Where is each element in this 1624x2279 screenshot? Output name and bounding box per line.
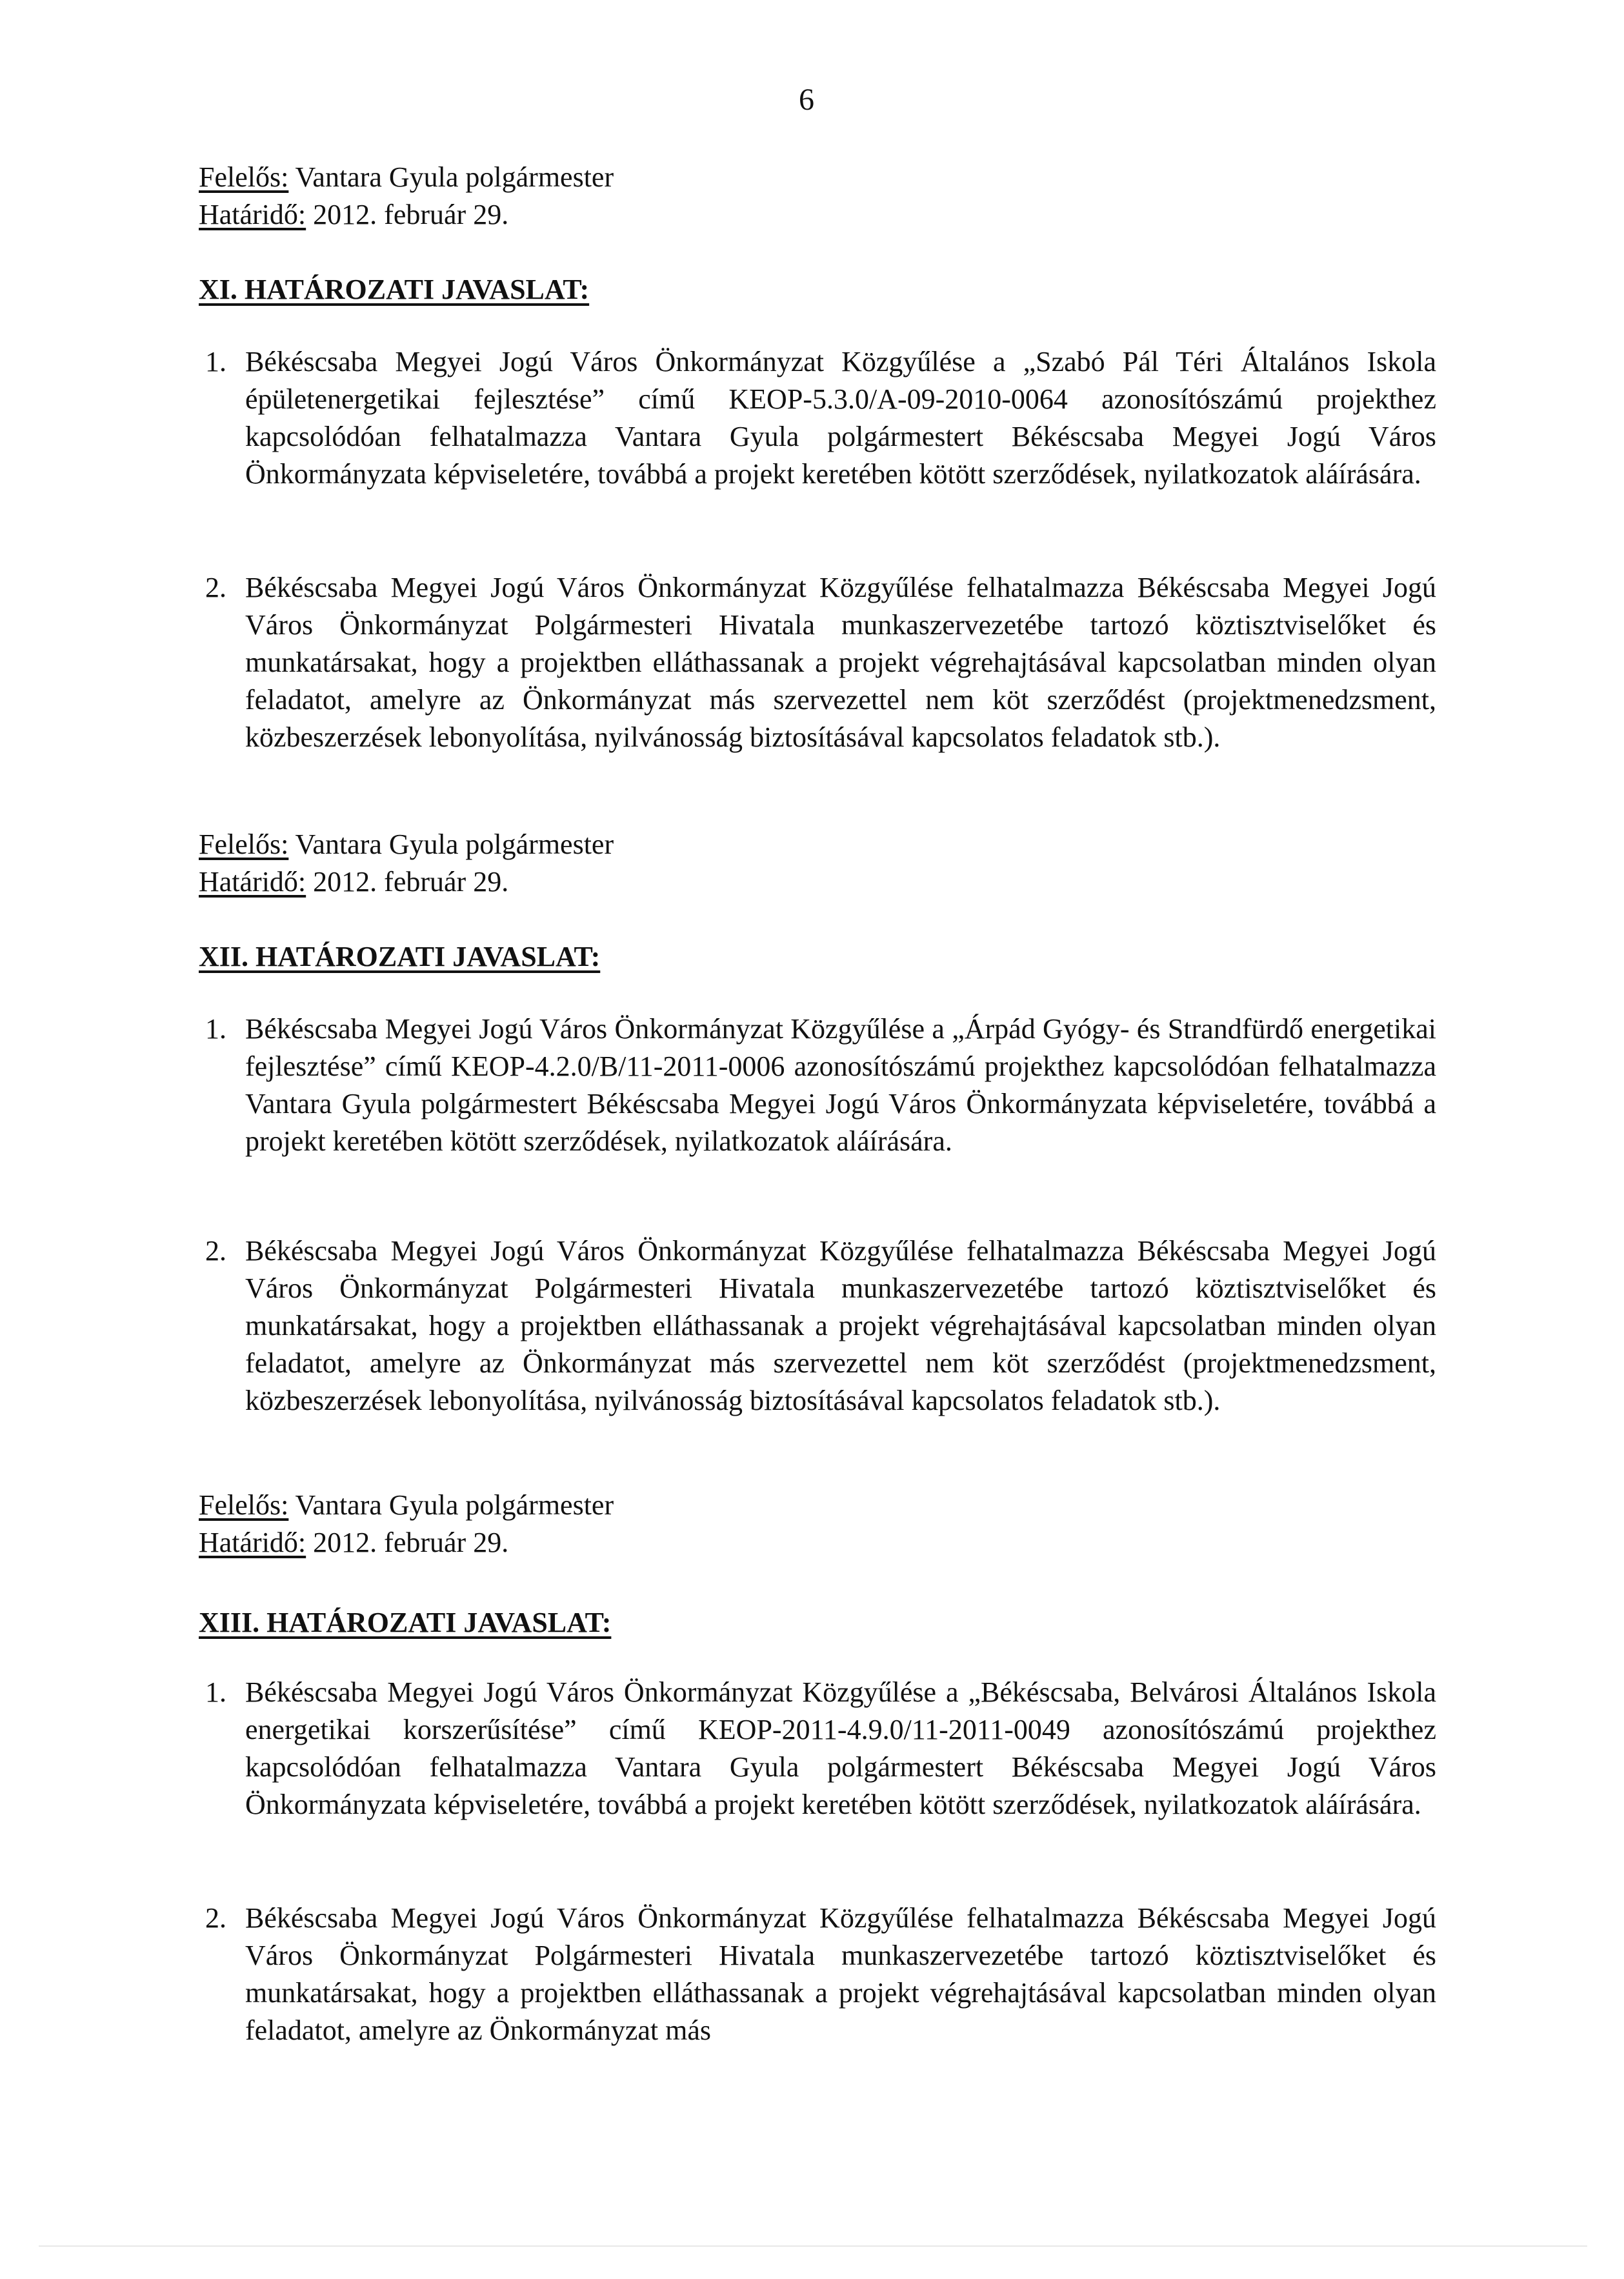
item-text: Békéscsaba Megyei Jogú Város Önkormányzat Közgyűlése felhatalmazza Békéscsaba Megyei Jogú Város Önkormányzat Polgármesteri Hivatala munkaszervezetébe tartozó köztisztviselőket és munkatársakat, hogy a projektben elláthassanak a projekt végrehajtásával kapcsolatban minden olyan feladatot, amelyre az Önkormányzat más szervezettel nem köt szerződést (projektmenedzsment, közbeszerzések lebonyolítása, nyilvánosság biztosításával kapcsolatos feladatok stb.). xyxy=(245,572,1436,753)
section-xii-item-1 xyxy=(205,1010,1436,1160)
section-xii-item-2 xyxy=(205,1232,1436,1420)
page-number: 6 xyxy=(799,83,814,117)
section-heading-xiii: XIII. HATÁROZATI JAVASLAT: xyxy=(199,1607,612,1638)
item-text: Békéscsaba Megyei Jogú Város Önkormányzat Közgyűlése felhatalmazza Békéscsaba Megyei Jogú Város Önkormányzat Polgármesteri Hivatala munkaszervezetébe tartozó köztisztviselőket és munkatársakat, hogy a projektben elláthassanak a projekt végrehajtásával kapcsolatban minden olyan feladatot, amelyre az Önkormányzat más szervezettel nem köt szerződést (projektmenedzsment, közbeszerzések lebonyolítása, nyilvánosság biztosításával kapcsolatos feladatok stb.). xyxy=(245,1235,1436,1416)
item-number: 1. xyxy=(205,346,226,377)
section-xi-deadline-line xyxy=(199,863,508,901)
section-xii-responsible-line xyxy=(199,1487,614,1524)
deadline-value: 2012. február 29. xyxy=(306,1527,509,1558)
responsible-label: Felelős: xyxy=(199,828,289,860)
section-heading-xi: XI. HATÁROZATI JAVASLAT: xyxy=(199,274,590,305)
deadline-line xyxy=(199,196,508,234)
deadline-value: 2012. február 29. xyxy=(306,866,509,898)
responsible-value: Vantara Gyula polgármester xyxy=(288,828,614,860)
deadline-value: 2012. február 29. xyxy=(306,199,509,230)
section-xiii-item-2 xyxy=(205,1900,1436,2049)
item-text: Békéscsaba Megyei Jogú Város Önkormányzat Közgyűlése felhatalmazza Békéscsaba Megyei Jogú Város Önkormányzat Polgármesteri Hivatala munkaszervezetébe tartozó köztisztviselőket és munkatársakat, hogy a projektben elláthassanak a projekt végrehajtásával kapcsolatban minden olyan feladatot, amelyre az Önkormányzat más xyxy=(245,1902,1436,2046)
deadline-label: Határidő: xyxy=(199,866,306,898)
responsible-label: Felelős: xyxy=(199,161,289,193)
responsible-line xyxy=(199,159,614,196)
item-text: Békéscsaba Megyei Jogú Város Önkormányzat Közgyűlése a „Árpád Gyógy- és Strandfürdő energetikai fejlesztése” című KEOP-4.2.0/B/11-2011-0006 azonosítószámú projekthez kapcsolódóan felhatalmazza Vantara Gyula polgármestert Békéscsaba Megyei Jogú Város Önkormányzata képviseletére, továbbá a projekt keretében kötött szerződések, nyilatkozatok aláírására. xyxy=(245,1013,1436,1157)
responsible-value: Vantara Gyula polgármester xyxy=(288,161,614,193)
item-number: 2. xyxy=(205,1902,226,1934)
deadline-label: Határidő: xyxy=(199,199,306,230)
deadline-label: Határidő: xyxy=(199,1527,306,1558)
responsible-value: Vantara Gyula polgármester xyxy=(288,1489,614,1521)
item-number: 1. xyxy=(205,1013,226,1045)
section-xii-deadline-line xyxy=(199,1524,508,1561)
item-number: 1. xyxy=(205,1676,226,1708)
section-xi-item-2 xyxy=(205,569,1436,756)
responsible-label: Felelős: xyxy=(199,1489,289,1521)
item-text: Békéscsaba Megyei Jogú Város Önkormányzat Közgyűlése a „Szabó Pál Téri Általános Iskola épületenergetikai fejlesztése” című KEOP-5.3.0/A-09-2010-0064 azonosítószámú projekthez kapcsolódóan felhatalmazza Vantara Gyula polgármestert Békéscsaba Megyei Jogú Város Önkormányzata képviseletére, továbbá a projekt keretében kötött szerződések, nyilatkozatok aláírására. xyxy=(245,346,1436,490)
item-number: 2. xyxy=(205,1235,226,1267)
section-xiii-item-1 xyxy=(205,1674,1436,1823)
scan-edge-line xyxy=(39,2245,1587,2247)
section-heading-xii: XII. HATÁROZATI JAVASLAT: xyxy=(199,941,601,972)
section-xi-responsible-line xyxy=(199,826,614,863)
item-text: Békéscsaba Megyei Jogú Város Önkormányzat Közgyűlése a „Békéscsaba, Belvárosi Általános Iskola energetikai korszerűsítése” című KEOP-2011-4.9.0/11-2011-0049 azonosítószámú projekthez kapcsolódóan felhatalmazza Vantara Gyula polgármestert Békéscsaba Megyei Jogú Város Önkormányzata képviseletére, továbbá a projekt keretében kötött szerződések, nyilatkozatok aláírására. xyxy=(245,1676,1436,1820)
section-xi-item-1 xyxy=(205,343,1436,493)
item-number: 2. xyxy=(205,572,226,603)
